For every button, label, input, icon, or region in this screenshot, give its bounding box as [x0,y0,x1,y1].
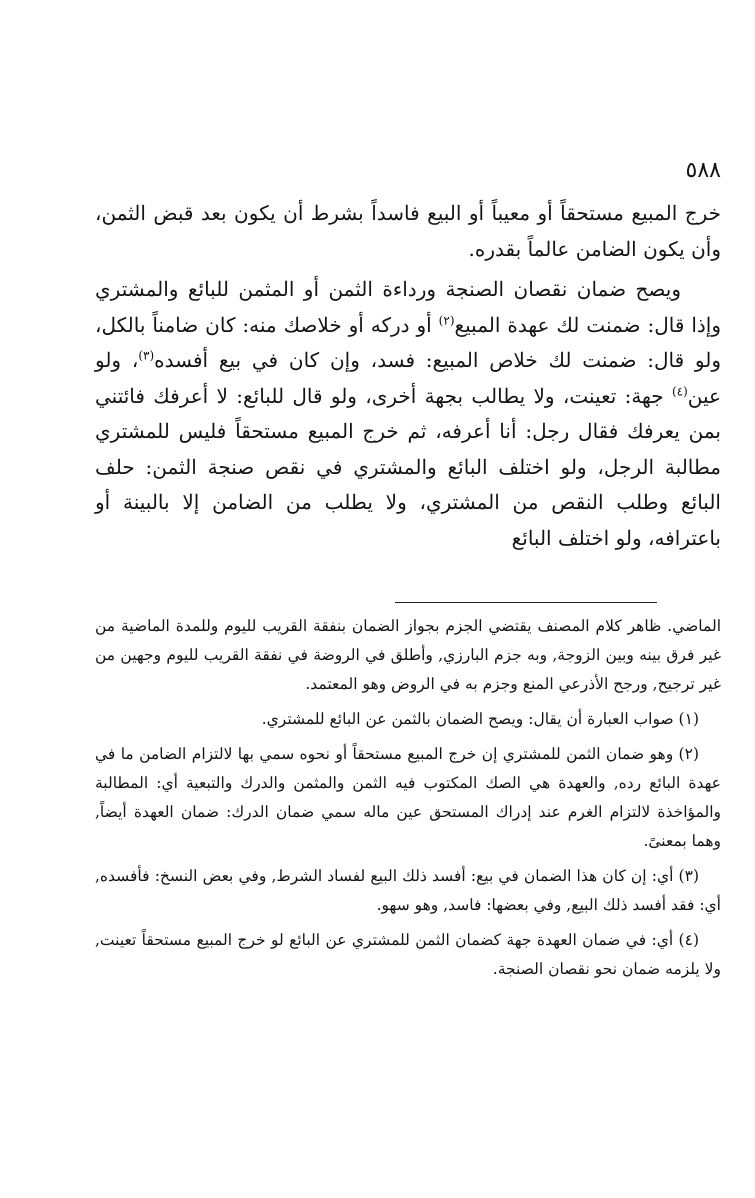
footnote-continuation: الماضي. ظاهر كلام المصنف يقتضي الجزم بجواز الضمان بنفقة القريب لليوم وللمدة الماضية من غير فرق بينه وبين الزوجة, وبه جزم البارزي, وأطلق في الروضة في نفقة القريب لليوم وجهين من غير ترجيح, ورجح الأذرعي المنع وجزم به في الروض وهو المعتمد. [95,617,721,693]
footnote-4: (٤) أي: في ضمان العهدة جهة كضمان الثمن للمشتري عن البائع لو خرج المبيع مستحقاً تعينت, ولا يلزمه ضمان نحو نقصان الصنجة. [95,931,721,978]
paragraph-2-part-d: جهة: تعينت، ولا يطالب بجهة أخرى، ولو قال للبائع: لا أعرفك فائتني بمن يعرفك فقال رجل: أنا أعرفه، ثم خرج المبيع مستحقاً فليس للمشتري مطالبة الرجل، ولو اختلف البائع والمشتري في نقص صنجة الثمن: حلف البائع وطلب النقص من المشتري، ولا يطلب من الضامن إلا بالبينة أو باعترافه، ولو اختلف البائع [95,383,721,550]
footnote-ref-4: (٤) [671,383,688,398]
footnote-3: (٣) أي: إن كان هذا الضمان في بيع: أفسد ذلك البيع لفساد الشرط, وفي بعض النسخ: فأفسده, أي: فقد أفسد ذلك البيع, وفي بعضها: فاسد, وهو سهو. [95,867,721,914]
paragraph-2 [95,272,721,556]
footnote-separator [395,602,657,603]
footnote-1: (١) صواب العبارة أن يقال: ويصح الضمان بالثمن عن البائع للمشتري. [261,710,699,728]
main-text [95,196,721,556]
footnote-ref-3: (٣) [138,348,155,363]
paragraph-2-part-b: أو دركه أو خلاصك منه: كان ضامناً بالكل، ولو قال: ضمنت لك خلاص المبيع: فسد، وإن كان في بيع أفسده [95,312,721,372]
paragraph-2-part-c: ، ولو عين [95,348,721,408]
footnote-2: (٢) وهو ضمان الثمن للمشتري إن خرج المبيع مستحقاً أو نحوه سمي بها لالتزام الضامن ما في عهدة البائع رده, والعهدة هي الصك المكتوب فيه الثمن والمثمن والدرك والتبعية أي: المطالبة والمؤاخذة لالتزام الغرم عند إدراك المستحق عين ماله سمي ضمان الدرك: ضمان العهدة أيضاً, وهما بمعنىً. [95,745,721,850]
footnotes [95,612,721,984]
page-number: ٥٨٨ [685,158,721,183]
paragraph-2-part-a: ويصح ضمان نقصان الصنجة ورداءة الثمن أو المثمن للبائع والمشتري وإذا قال: ضمنت لك عهدة المبيع [95,277,721,337]
paragraph-1: خرج المبيع مستحقاً أو معيباً أو البيع فاسداً بشرط أن يكون بعد قبض الثمن، وأن يكون الضامن عالماً بقدره. [95,201,721,261]
footnote-ref-2: (٢) [438,312,455,327]
